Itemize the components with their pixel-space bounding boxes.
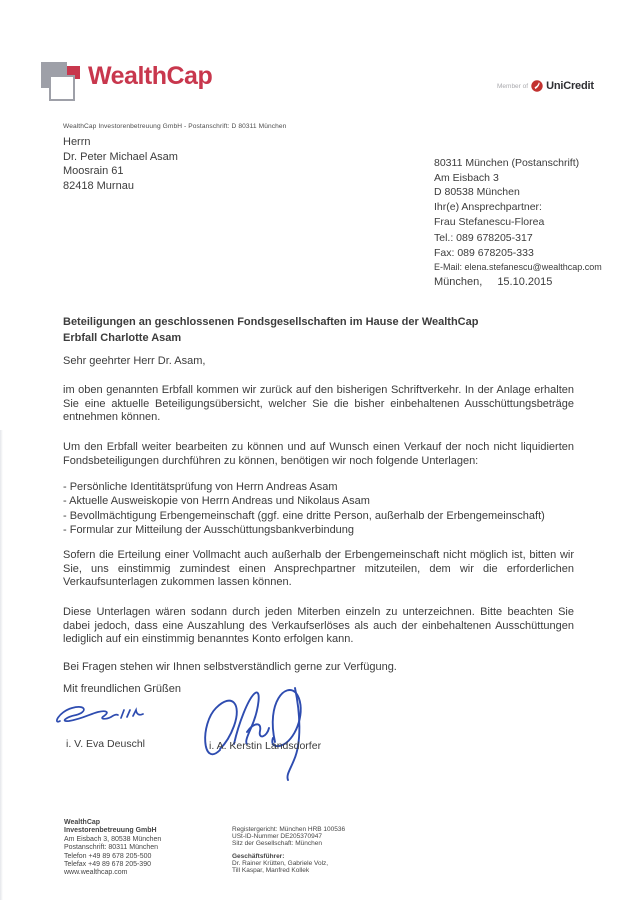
list-item: - Persönliche Identitätsprüfung von Herrn Andreas Asam	[63, 481, 338, 493]
office-address-line: 80311 München (Postanschrift)	[434, 157, 580, 169]
subject-block	[63, 314, 575, 346]
office-address-line: Am Eisbach 3	[434, 171, 499, 184]
paragraph-3: Sofern die Erteilung einer Vollmacht auch außerhalb der Erbengemeinschaft nicht möglich ist, bitten wir Sie, uns einstimmig zumindest einen Ansprechpartner mitzuteilen, dem wir die erforderlichen Verkaufsunterlagen zukommen lassen können.	[63, 549, 574, 589]
footer-line: Telefon +49 89 678 205-500	[64, 852, 152, 860]
footer-line: Sitz der Gesellschaft: München	[232, 840, 322, 848]
recipient-line: 82418 Murnau	[63, 179, 134, 192]
footer-line: Investorenbetreuung GmbH	[64, 827, 157, 835]
unicredit-logo-text: UniCredit	[546, 80, 594, 92]
footer-line: WealthCap	[64, 819, 101, 826]
footer-management-heading: Geschäftsführer:	[232, 853, 285, 860]
email-address: E-Mail: elena.stefanescu@wealthcap.com	[434, 262, 602, 272]
required-documents-list	[63, 480, 574, 537]
fax-number: Fax: 089 678205-333	[434, 247, 534, 259]
unicredit-membership	[497, 80, 617, 92]
phone-number: Tel.: 089 678205-317	[434, 232, 533, 244]
wealthcap-logo-icon	[40, 60, 86, 106]
recipient-line: Moosrain 61	[63, 165, 124, 178]
office-address-line: D 80538 München	[434, 186, 520, 199]
member-of-label: Member of	[497, 82, 529, 90]
list-item: - Aktuelle Ausweiskopie von Herrn Andreas und Nikolaus Asam	[63, 495, 370, 508]
signer-name-left: i. V. Eva Deuschl	[66, 738, 145, 750]
footer-line: Am Eisbach 3, 80538 München	[64, 835, 162, 843]
recipient-line: Herrn	[63, 136, 91, 148]
signer-name-right: i. A. Kerstin Landsdorfer	[209, 740, 322, 752]
list-item: - Bevollmächtigung Erbengemeinschaft (ggf. eine dritte Person, außerhalb der Erbengemeinschaft)	[63, 509, 545, 522]
subject-line-1: Beteiligungen an geschlossenen Fondsgesellschaften im Hause der WealthCap	[63, 316, 479, 328]
letter-date: 15.10.2015	[497, 276, 553, 288]
paragraph-1: im oben genannten Erbfall kommen wir zurück auf den bisherigen Schriftverkehr. In der Anlage erhalten Sie eine aktuelle Beteiligungsübersicht, welcher Sie die bisher einbehaltenen Ausschüttungsbeträge entnehmen können.	[63, 384, 574, 424]
logo-outline-square	[49, 75, 75, 101]
paragraph-5: Bei Fragen stehen wir Ihnen selbstverständlich gerne zur Verfügung.	[63, 661, 397, 673]
footer-line: USt-ID-Nummer DE205370947	[232, 833, 322, 841]
footer-line: Telefax +49 89 678 205-390	[64, 861, 151, 869]
contact-person-label: Ihr(e) Ansprechpartner:	[434, 201, 542, 213]
closing-formula: Mit freundlichen Grüßen	[63, 683, 181, 695]
unicredit-ball-icon	[531, 80, 543, 92]
scan-edge-artifact	[0, 430, 3, 900]
footer-line: Dr. Rainer Krütten, Gabriele Volz,	[232, 860, 329, 868]
footer-line: Till Kaspar, Manfred Kollek	[232, 867, 310, 875]
recipient-address-block	[63, 135, 178, 193]
contact-person-name: Frau Stefanescu-Florea	[434, 216, 545, 228]
recipient-line: Dr. Peter Michael Asam	[63, 150, 178, 163]
city-date-line	[434, 276, 552, 288]
footer-management-column	[232, 853, 328, 875]
sender-return-address: WealthCap Investorenbetreuung GmbH - Postanschrift: D 80311 München	[63, 123, 287, 130]
signature-eva-deuschl	[50, 697, 150, 737]
office-address-block	[434, 156, 579, 200]
footer-company-column	[64, 819, 161, 878]
city: München,	[434, 276, 483, 288]
list-item: - Formular zur Mitteilung der Ausschüttungsbankverbindung	[63, 523, 355, 536]
paragraph-2: Um den Erbfall weiter bearbeiten zu können und auf Wunsch einen Verkauf der noch nicht liquidierten Fondsbeteiligungen durchführen zu können, benötigen wir noch folgende Unterlagen:	[63, 441, 574, 467]
footer-website: www.wealthcap.com	[64, 869, 128, 877]
paragraph-4: Diese Unterlagen wären sodann durch jeden Miterben einzeln zu unterzeichnen. Bitte beachten Sie dabei jedoch, dass eine Auszahlung des Verkaufserlöses als auch der einbehaltenen Ausschüttungen lediglich auf ein einstimmig benanntes Konto erfolgen kann.	[63, 606, 574, 646]
footer-registry-column	[232, 826, 345, 848]
salutation: Sehr geehrter Herr Dr. Asam,	[63, 355, 206, 367]
footer-line: Registergericht: München HRB 100536	[232, 826, 346, 833]
footer-line: Postanschrift: 80311 München	[64, 844, 159, 852]
subject-line-2: Erbfall Charlotte Asam	[63, 332, 182, 345]
wealthcap-logo-text: WealthCap	[88, 62, 213, 90]
